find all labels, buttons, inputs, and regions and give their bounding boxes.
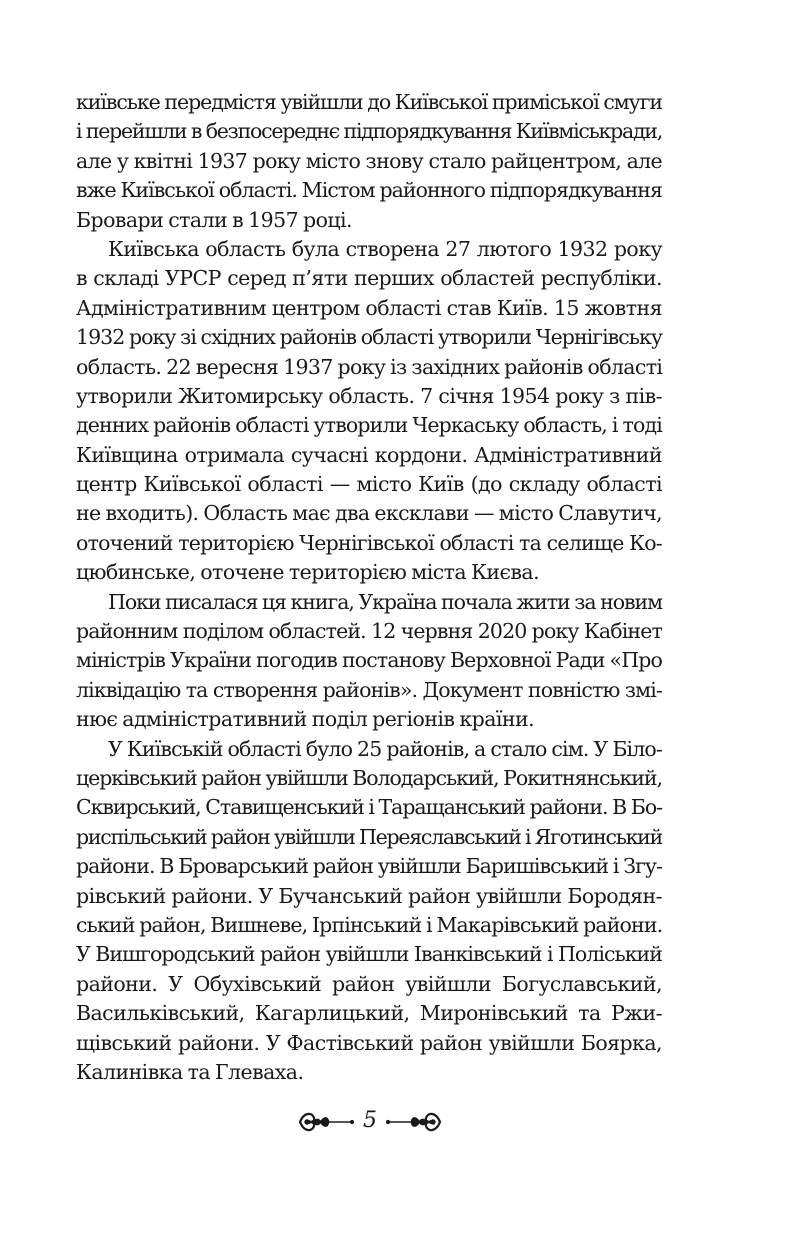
text-line: не входить). Область має два ексклави — місто Славутич,: [76, 501, 662, 526]
text-line: утворили Житомирську область. 7 січня 1954 року з пів-: [76, 383, 662, 408]
text-line: щівський райони. У Фастівський район увійшли Боярка,: [76, 1030, 662, 1055]
text-line: У Київській області було 25 районів, а стало сім. У Біло-: [108, 736, 662, 761]
text-line: нює адміністративний поділ регіонів країни.: [76, 707, 535, 732]
text-line: оточений територією Чернігівської області та селище Ко-: [76, 530, 662, 555]
text-line: вже Київської області. Містом районного підпорядкування: [76, 178, 662, 203]
text-line: в складі УРСР серед п’яти перших областей республіки.: [76, 266, 662, 291]
text-line: міністрів України погодив постанову Верховної Ради «Про: [76, 648, 662, 673]
text-line: Васильківський, Кагарлицький, Миронівський та Ржи-: [76, 1001, 662, 1026]
fleuron-right-icon: [386, 1109, 442, 1135]
text-line: Сквирський, Ставищенський і Таращанський райони. В Бо-: [76, 795, 662, 820]
text-line: Київська область була створена 27 лютого 1932 року: [108, 236, 662, 261]
paragraph: [76, 735, 662, 1088]
page-number: 5: [363, 1108, 377, 1133]
text-line: цюбинське, оточене територією міста Києва.: [76, 560, 540, 585]
text-line: Поки писалася ця книга, Україна почала жити за новим: [108, 589, 662, 614]
text-line: Адміністративним центром області став Київ. 15 жовтня: [76, 295, 662, 320]
paragraph: [76, 588, 662, 735]
text-line: 1932 року зі східних районів області утворили Чернігівську: [76, 325, 662, 350]
text-line: У Вишгородський район увійшли Іванківський і Поліський: [76, 942, 662, 967]
text-line: райони. У Обухівський район увійшли Богуславський,: [76, 971, 662, 996]
text-line: райони. В Броварський район увійшли Баришівський і Згу-: [76, 854, 662, 879]
fleuron-left-icon: [298, 1109, 354, 1135]
text-line: Бровари стали в 1957 році.: [76, 207, 353, 232]
text-line: але у квітні 1937 року місто знову стало райцентром, але: [76, 148, 662, 173]
text-line: область. 22 вересня 1937 року із західних районів області: [76, 354, 663, 379]
text-line: рівський райони. У Бучанський район увійшли Бородян-: [76, 883, 662, 908]
text-line: ський район, Вишневе, Ірпінський і Макарівський райони.: [76, 912, 663, 937]
text-line: і перейшли в безпосереднє підпорядкування Київміськради,: [76, 119, 662, 144]
paragraph: [76, 235, 662, 588]
paragraph: [76, 88, 662, 235]
text-line: київське передмістя увійшли до Київської приміської смуги: [76, 90, 662, 114]
text-line: риспільський район увійшли Переяславський і Яготинський: [76, 824, 662, 849]
text-line: районним поділом областей. 12 червня 2020 року Кабінет: [76, 619, 662, 644]
text-line: Київщина отримала сучасні кордони. Адміністративний: [76, 442, 662, 467]
text-line: Калинівка та Глеваха.: [76, 1059, 304, 1084]
page-footer: [290, 1104, 450, 1140]
text-line: церківський район увійшли Володарський, Рокитнянський,: [76, 765, 662, 790]
text-line: центр Київської області — місто Київ (до складу області: [76, 472, 662, 497]
text-line: денних районів області утворили Черкаську область, і тоді: [76, 413, 662, 438]
text-line: ліквідацію та створення районів». Документ повністю змі-: [76, 677, 662, 702]
body-text: [76, 88, 662, 1087]
